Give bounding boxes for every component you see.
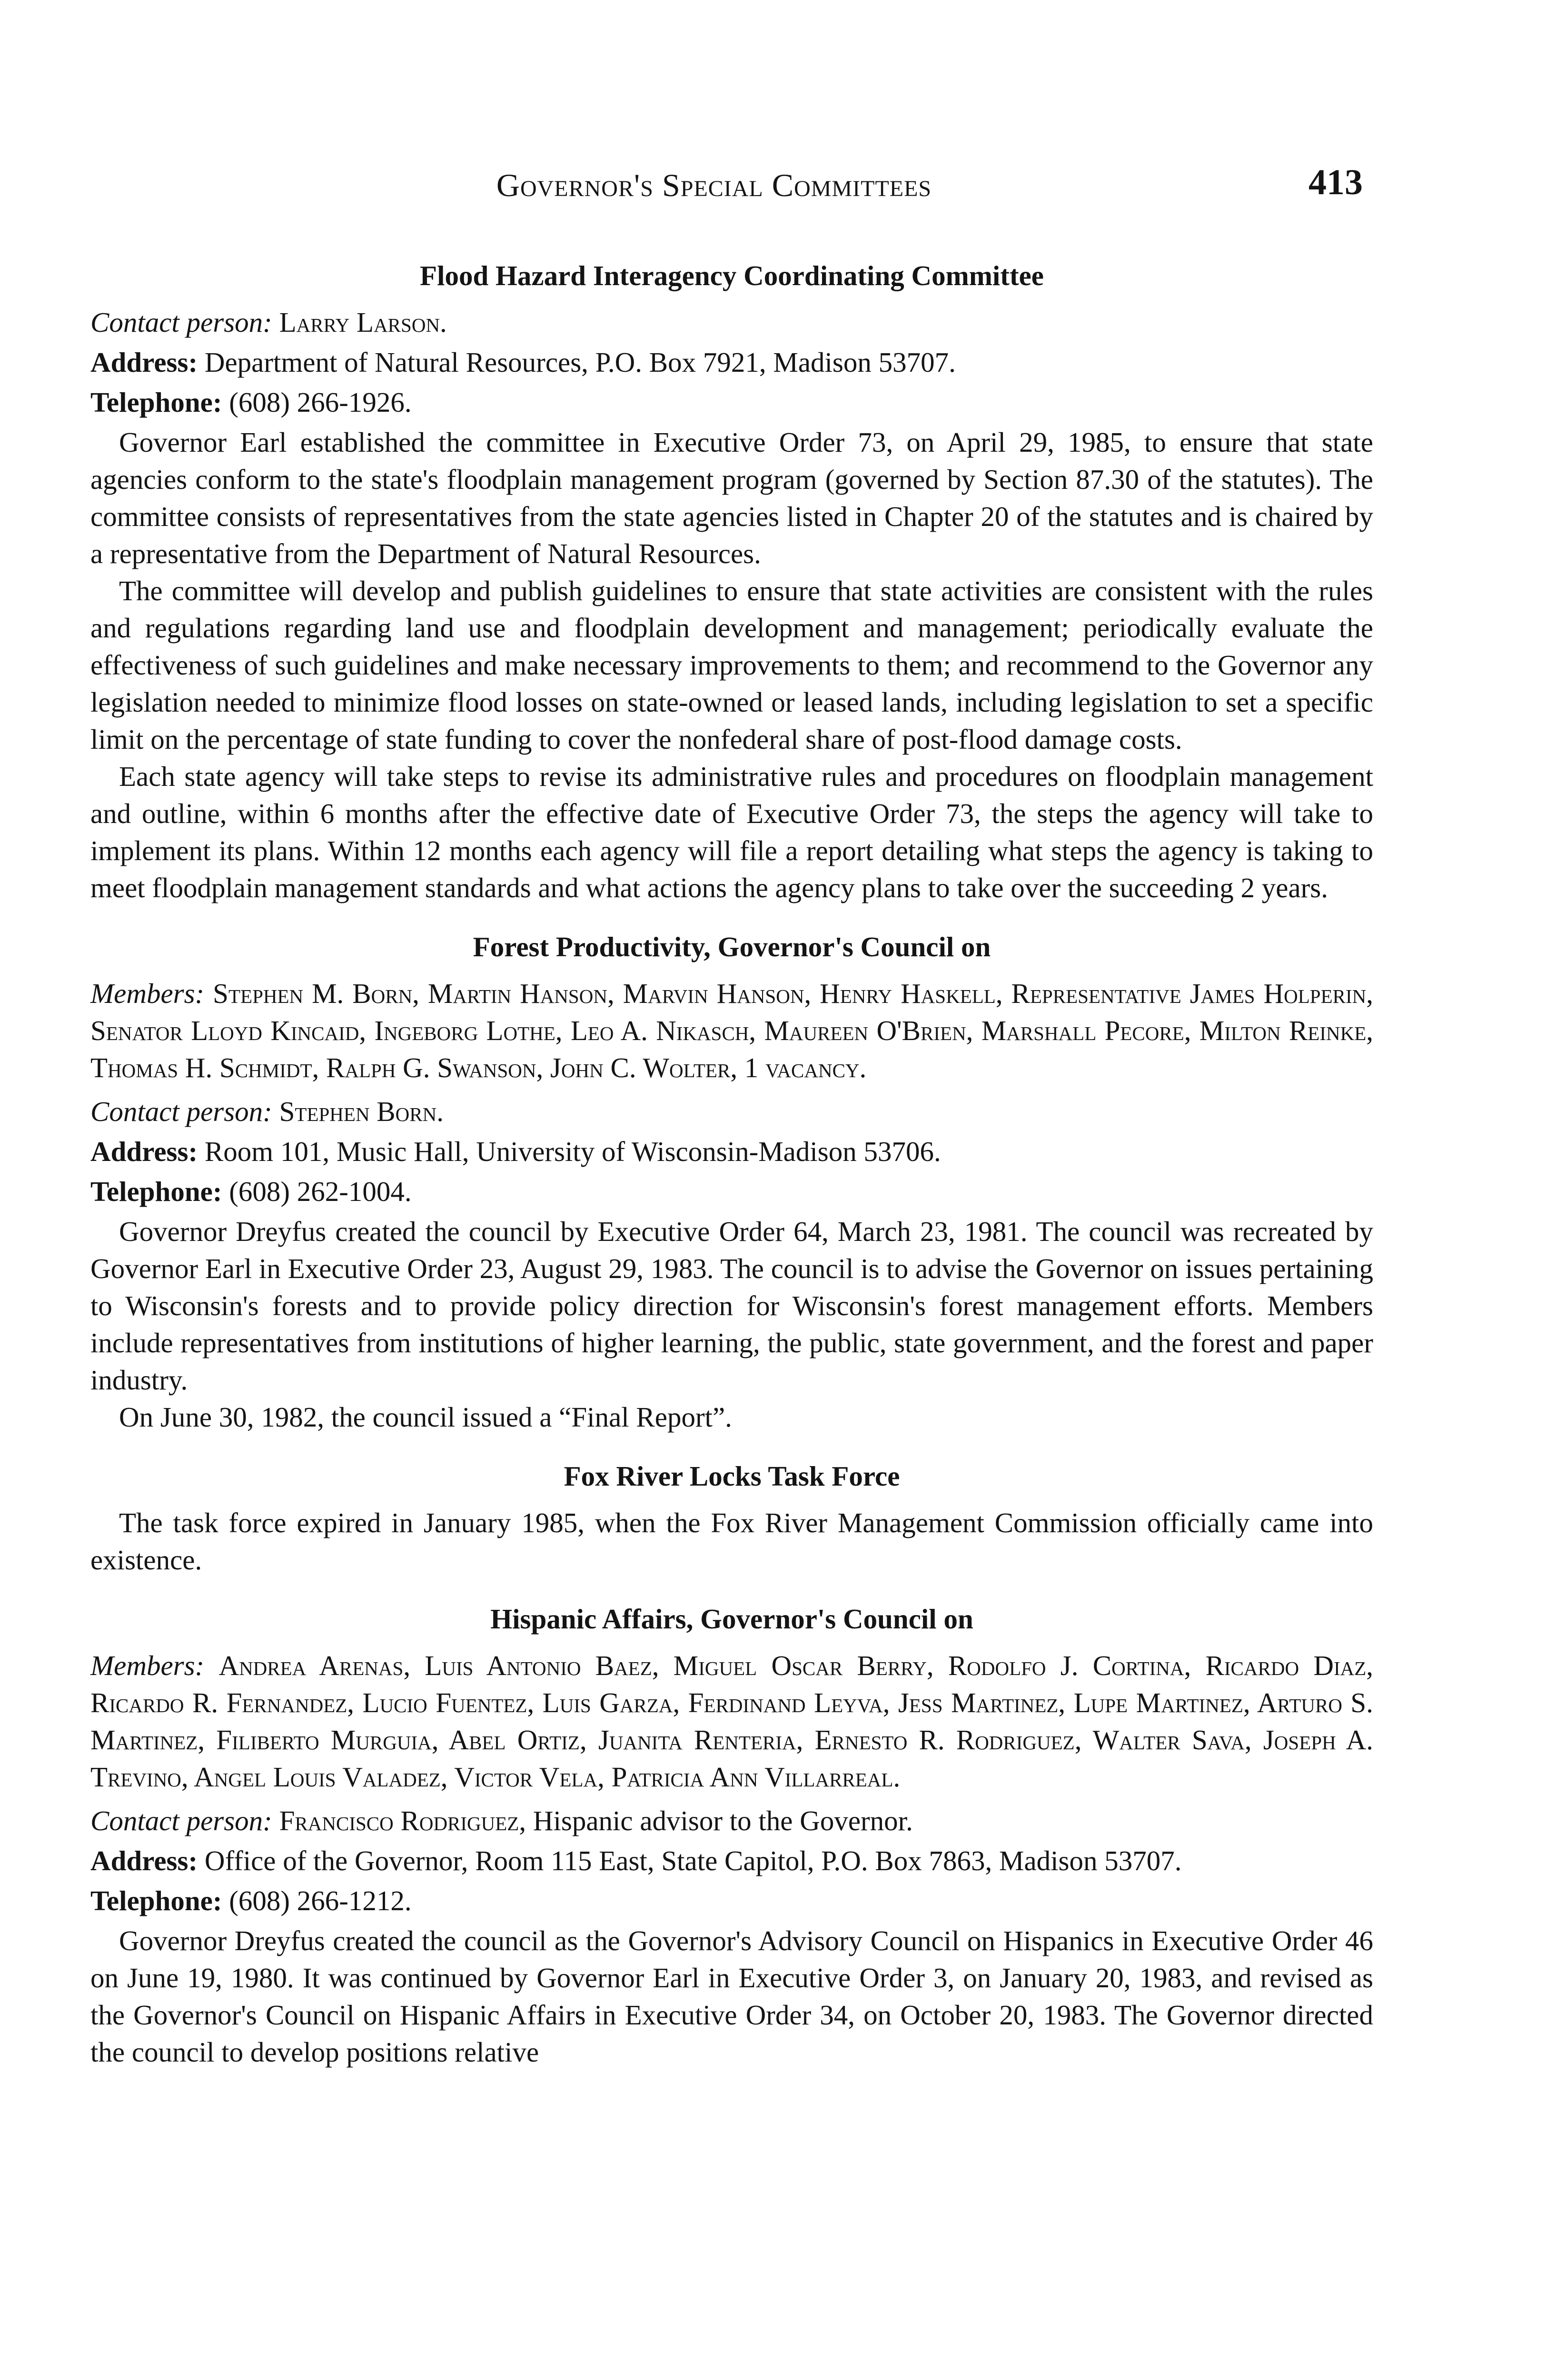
paragraph: Governor Dreyfus created the council by Executive Order 64, March 23, 1981. The council was recreated by Governor Earl in Executive Order 23, August 29, 1983. The council is to advise the Governor on issues pertaining to Wisconsin's forests and to provide policy direction for Wisconsin's forest management efforts. Members include representatives from institutions of higher learning, the public, state government, and the forest and paper industry. (90, 1216, 1373, 1396)
contact-field (90, 1802, 1373, 1839)
section-title: Flood Hazard Interagency Coordinating Committee (420, 260, 1044, 291)
paragraph: Governor Dreyfus created the council as the Governor's Advisory Council on Hispanics in Executive Order 46 on June 19, 1980. It was continued by Governor Earl in Executive Order 3, on January 20, 1983, and revised as the Governor's Council on Hispanic Affairs in Executive Order 34, on October 20, 1983. The Governor directed the council to develop positions relative (90, 1925, 1373, 2068)
members-value: Stephen M. Born, Martin Hanson, Marvin Hanson, Henry Haskell, Representative James Holperin, Senator Lloyd Kincaid, Ingeborg Lothe, Leo A. Nikasch, Maureen O'Brien, Marshall Pecore, Milton Reinke, Thomas H. Schmidt, Ralph G. Swanson, John C. Wolter, 1 vacancy. (90, 978, 1374, 1083)
contact-label: Contact person: (90, 1805, 272, 1836)
address-label: Address: (90, 347, 198, 378)
members-field (90, 1647, 1373, 1795)
address-field (90, 1842, 1373, 1879)
section-title: Fox River Locks Task Force (564, 1460, 900, 1492)
section-hispanic-affairs (90, 1600, 1373, 2071)
section-forest-productivity (90, 928, 1373, 1436)
section-title: Forest Productivity, Governor's Council on (473, 931, 991, 962)
section-flood-hazard (90, 257, 1373, 906)
paragraph: The committee will develop and publish guidelines to ensure that state activities are consistent with the rules and regulations regarding land use and floodplain development and management; periodically evaluate the effectiveness of such guidelines and make necessary improvements to them; and recommend to the Governor any legislation needed to minimize flood losses on state-owned or leased lands, including legislation to set a specific limit on the percentage of state funding to cover the nonfederal share of post-flood damage costs. (90, 575, 1373, 755)
page-body (90, 257, 1373, 2071)
telephone-label: Telephone: (90, 1176, 222, 1207)
paragraph: The task force expired in January 1985, when the Fox River Management Commission officially came into existence. (90, 1507, 1373, 1576)
address-label: Address: (90, 1136, 198, 1167)
address-value: Office of the Governor, Room 115 East, State Capitol, P.O. Box 7863, Madison 53707. (204, 1845, 1182, 1876)
telephone-value: (608) 266-1212. (229, 1885, 412, 1916)
paragraph: Each state agency will take steps to revise its administrative rules and procedures on floodplain management and outline, within 6 months after the effective date of Executive Order 73, the steps the agency will take to implement its plans. Within 12 months each agency will file a report detailing what steps the agency is taking to meet floodplain management standards and what actions the agency plans to take over the succeeding 2 years. (90, 761, 1373, 903)
members-field (90, 975, 1373, 1086)
paragraph: On June 30, 1982, the council issued a “Final Report”. (119, 1401, 732, 1433)
telephone-field (90, 1173, 1373, 1210)
address-field (90, 1133, 1373, 1170)
running-title: Governor's Special Committees (496, 167, 932, 203)
section-fox-river-locks (90, 1458, 1373, 1578)
running-header (0, 162, 1546, 219)
page-number: 413 (1308, 162, 1363, 202)
contact-field (90, 304, 1373, 341)
telephone-value: (608) 262-1004. (229, 1176, 412, 1207)
address-label: Address: (90, 1845, 198, 1876)
contact-suffix: Hispanic advisor to the Governor. (533, 1805, 913, 1836)
contact-label: Contact person: (90, 1096, 272, 1127)
contact-value: Francisco Rodriguez, (279, 1805, 526, 1836)
telephone-label: Telephone: (90, 1885, 222, 1916)
contact-value: Stephen Born. (279, 1096, 444, 1127)
telephone-label: Telephone: (90, 387, 222, 418)
address-field (90, 344, 1373, 381)
telephone-value: (608) 266-1926. (229, 387, 412, 418)
paragraph: Governor Earl established the committee in Executive Order 73, on April 29, 1985, to ensure that state agencies conform to the state's floodplain management program (governed by Section 87.30 of the statutes). The committee consists of representatives from the state agencies listed in Chapter 20 of the statutes and is chaired by a representative from the Department of Natural Resources. (90, 426, 1373, 569)
address-value: Room 101, Music Hall, University of Wisconsin-Madison 53706. (204, 1136, 941, 1167)
members-label: Members: (90, 1650, 205, 1681)
telephone-field (90, 1882, 1373, 1919)
address-value: Department of Natural Resources, P.O. Box 7921, Madison 53707. (204, 347, 956, 378)
contact-label: Contact person: (90, 307, 272, 338)
contact-value: Larry Larson. (279, 307, 447, 338)
section-title: Hispanic Affairs, Governor's Council on (490, 1603, 973, 1635)
members-value: Andrea Arenas, Luis Antonio Baez, Miguel Oscar Berry, Rodolfo J. Cortina, Ricardo Diaz, Ricardo R. Fernandez, Lucio Fuentez, Luis Garza, Ferdinand Leyva, Jess Martinez, Lupe Martinez, Arturo S. Martinez, Filiberto Murguia, Abel Ortiz, Juanita Renteria, Ernesto R. Rodriguez, Walter Sava, Joseph A. Trevino, Angel Louis Valadez, Victor Vela, Patricia Ann Villarreal. (90, 1650, 1373, 1793)
contact-field (90, 1093, 1373, 1130)
telephone-field (90, 384, 1373, 421)
members-label: Members: (90, 978, 205, 1009)
